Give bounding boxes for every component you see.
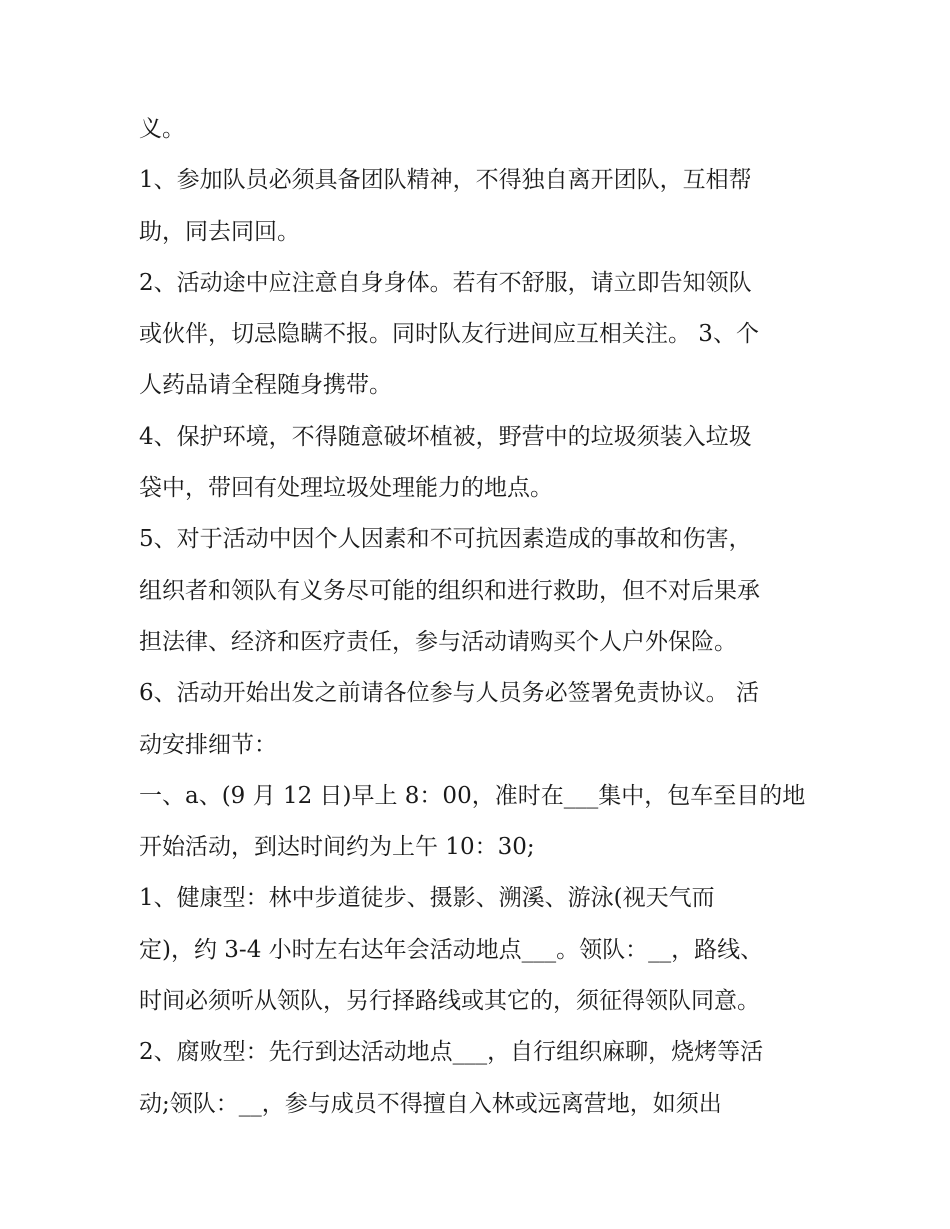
text-line: 义。 (139, 116, 185, 142)
text-line: 动安排细节： (139, 731, 277, 758)
text-line: 6、活动开始出发之前请各位参与人员务必签署免责协议。 活 (139, 680, 759, 707)
text-line: 开始活动，到达时间约为上午 10：30; (139, 834, 535, 861)
text-line: 2、腐败型：先行到达活动地点___，自行组织麻聊，烧烤等活 (139, 1039, 764, 1066)
text-line: 定)，约 3-4 小时左右达年会活动地点___。领队：__，路线、 (139, 936, 764, 963)
text-line: 一、a、(9 月 12 日)早上 8：00，准时在___集中，包车至目的地 (139, 782, 806, 809)
text-line: 人药品请全程随身携带。 (139, 372, 392, 399)
text-line: 1、参加队员必须具备团队精神，不得独自离开团队，互相帮 (139, 167, 752, 194)
text-line: 助，同去同回。 (139, 218, 300, 245)
text-line: 时间必须听从领队，另行择路线或其它的，须征得领队同意。 (139, 988, 760, 1015)
text-line: 组织者和领队有义务尽可能的组织和进行救助，但不对后果承 (139, 577, 760, 604)
document-body (139, 104, 819, 1130)
text-line: 2、活动途中应注意自身身体。若有不舒服，请立即告知领队 (139, 269, 752, 296)
text-line: 担法律、经济和医疗责任，参与活动请购买个人户外保险。 (139, 628, 737, 655)
text-line: 1、健康型：林中步道徒步、摄影、溯溪、游泳(视天气而 (139, 885, 715, 912)
text-line: 袋中，带回有处理垃圾处理能力的地点。 (139, 475, 553, 502)
text-line: 或伙伴，切忌隐瞒不报。同时队友行进间应互相关注。 3、个 (139, 321, 759, 348)
text-line: 4、保护环境，不得随意破坏植被，野营中的垃圾须装入垃圾 (139, 423, 752, 450)
text-line: 动;领队：__，参与成员不得擅自入林或远离营地，如须出 (139, 1090, 722, 1117)
text-line: 5、对于活动中因个人因素和不可抗因素造成的事故和伤害， (139, 526, 752, 553)
